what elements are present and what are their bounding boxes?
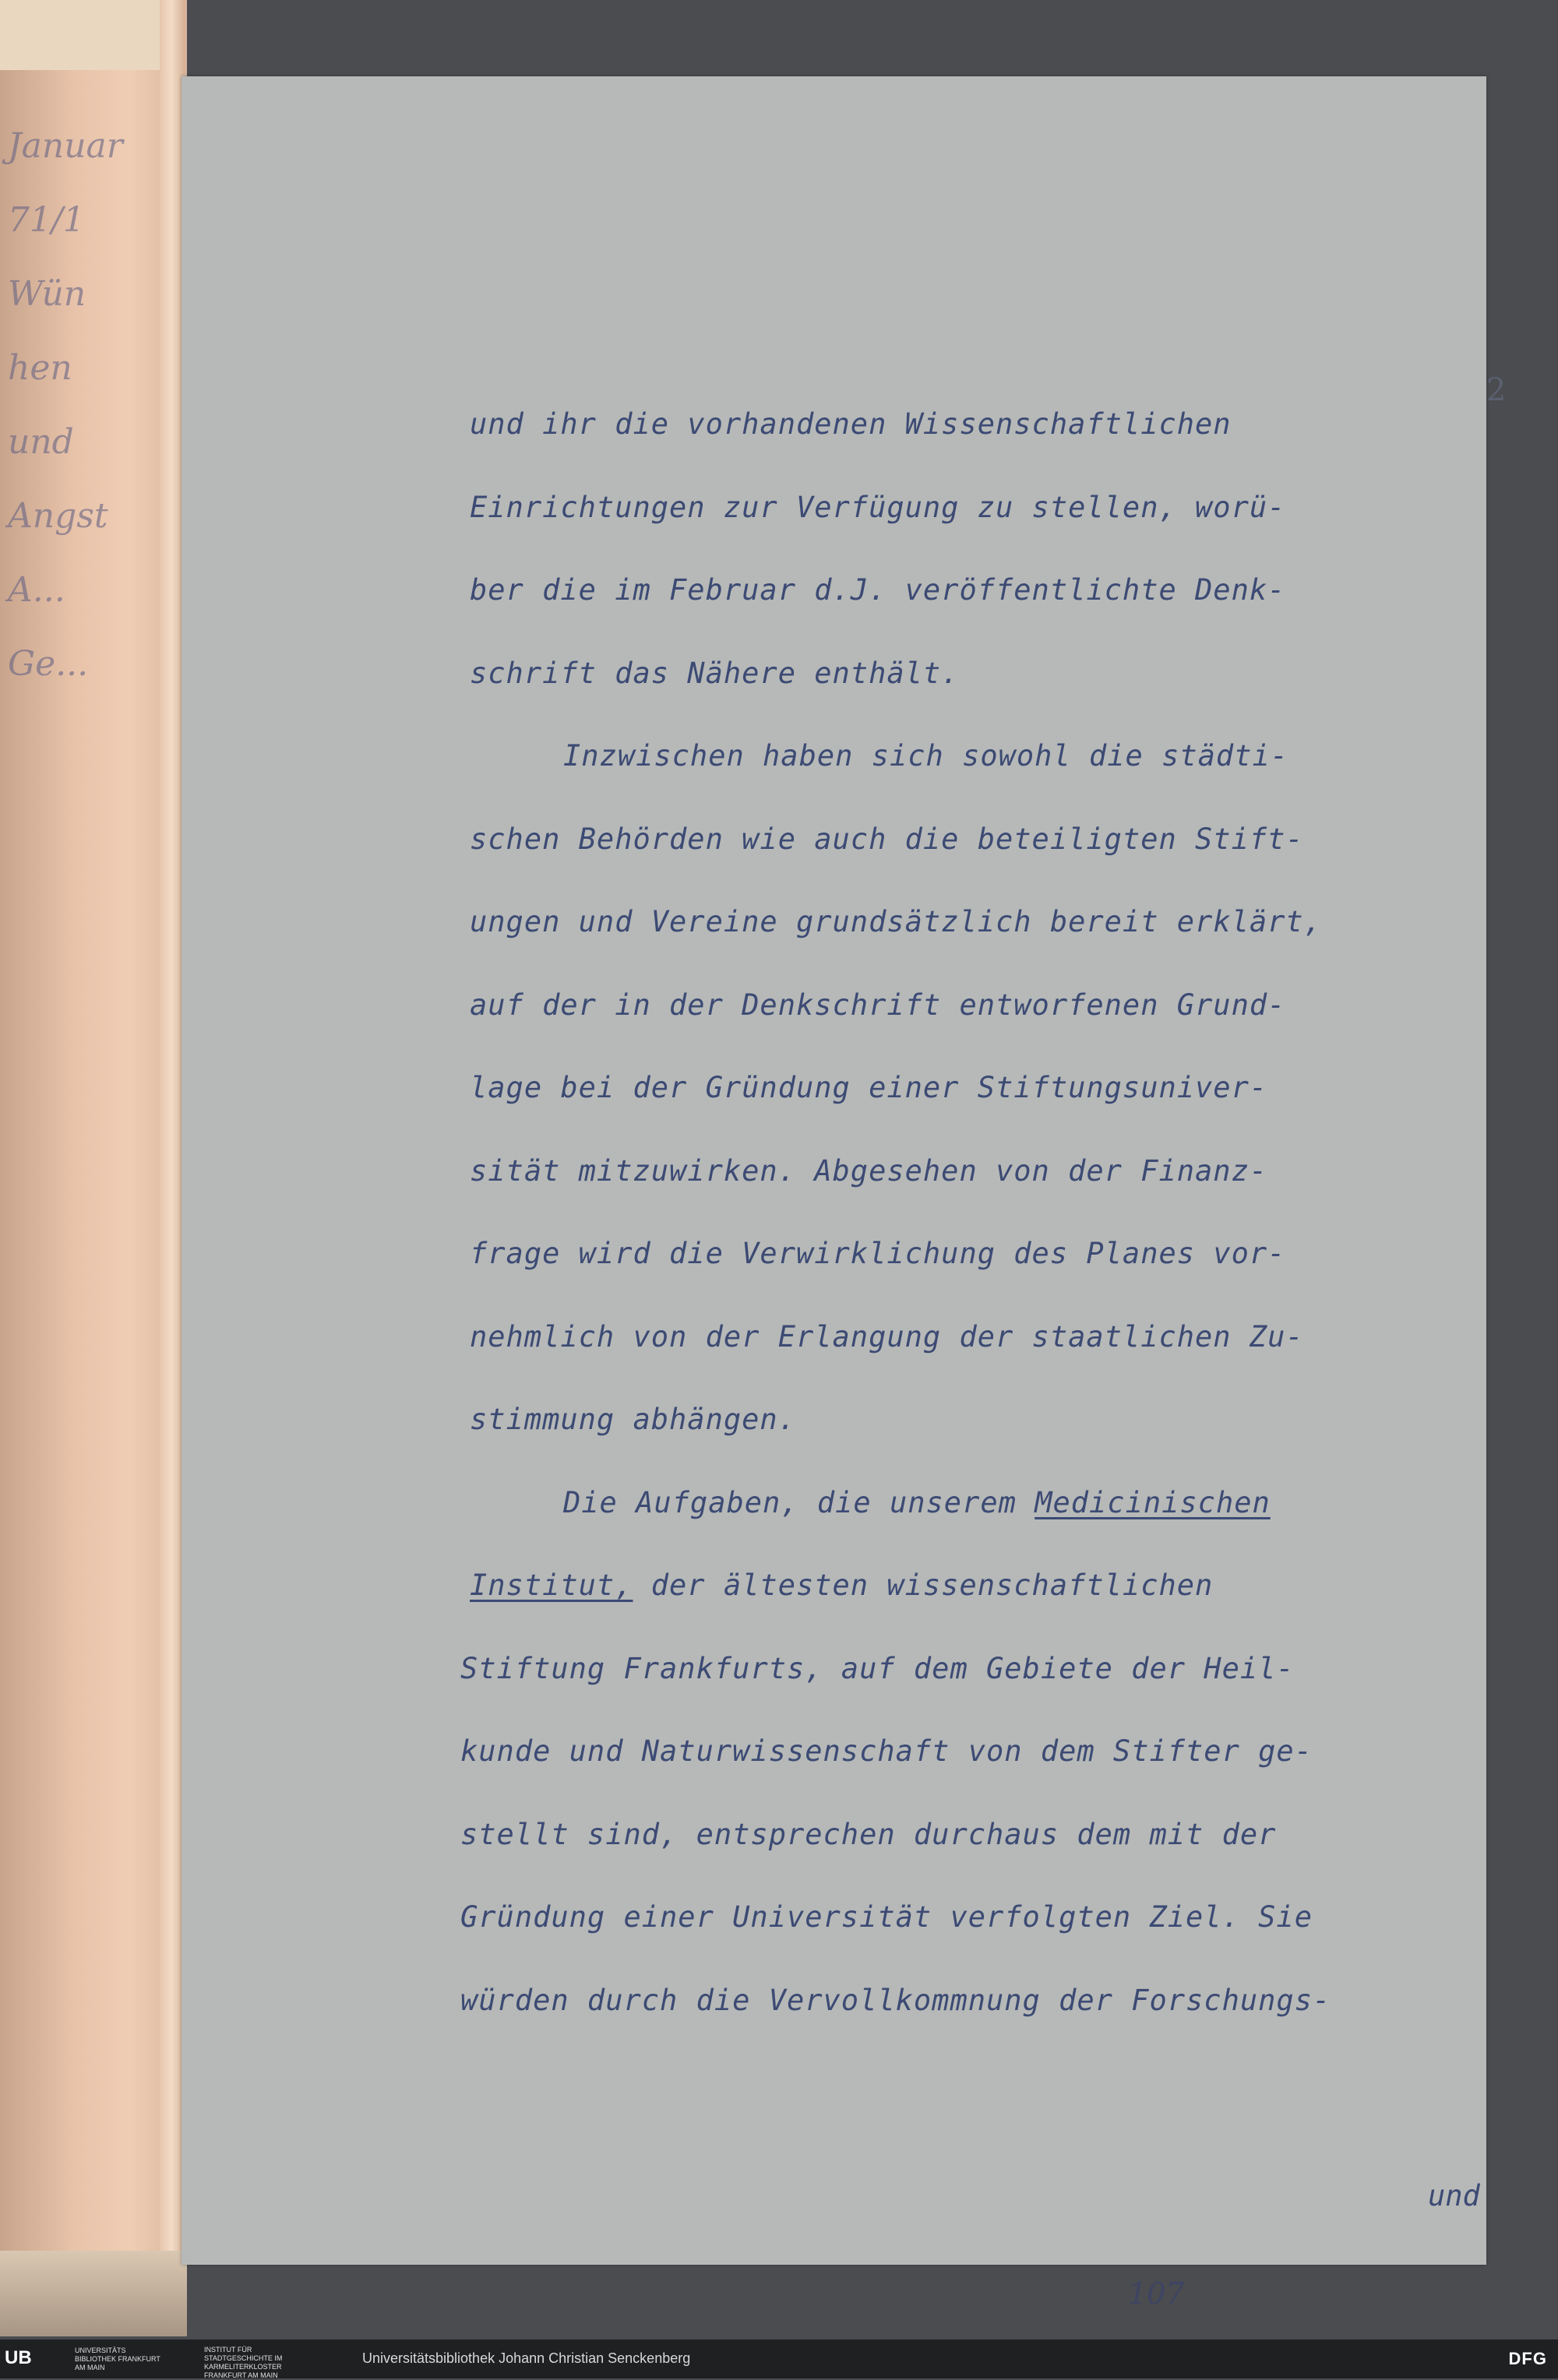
- typed-document-sheet: [182, 76, 1507, 2311]
- text-line-segment: Die Aufgaben, die unserem: [563, 1485, 1035, 1519]
- footer-bar: [0, 2340, 1558, 2378]
- text-line: kunde und Naturwissenschaft von dem Stifter ge-: [460, 1734, 1313, 1768]
- text-line: ber die im Februar d.J. veröffentlichte Denk-: [470, 573, 1286, 607]
- text-line: schrift das Nähere enthält.: [470, 656, 960, 690]
- margin-note: A...: [8, 570, 65, 610]
- text-line: Einrichtungen zur Verfügung zu stellen, worü-: [470, 490, 1286, 524]
- text-line: ungen und Vereine grundsätzlich bereit erklärt,: [470, 905, 1322, 938]
- text-line: stellt sind, entsprechen durchaus dem mit der: [460, 1817, 1277, 1851]
- page-number: 2: [1486, 372, 1507, 408]
- margin-note: Angst: [8, 496, 108, 536]
- text-line: Gründung einer Universität verfolgten Ziel. Sie: [460, 1900, 1313, 1934]
- underlined-name: Medicinischen: [1035, 1485, 1271, 1519]
- catchword: und: [1428, 2179, 1480, 2213]
- text-line: auf der in der Denkschrift entworfenen Grund-: [470, 988, 1286, 1022]
- text-line: Stiftung Frankfurts, auf dem Gebiete der Heil-: [460, 1651, 1295, 1685]
- text-line: und ihr die vorhandenen Wissenschaftlichen: [470, 407, 1232, 441]
- dfg-logo[interactable]: DFG: [1508, 2349, 1547, 2368]
- text-line: Inzwischen haben sich sowohl die städti-: [563, 739, 1289, 773]
- margin-note: Januar 71/1: [8, 126, 123, 240]
- binding-page-edge: [160, 0, 183, 2297]
- binding-top-strip: [0, 0, 171, 70]
- text-line: nehmlich von der Erlangung der staatlichen Zu-: [470, 1319, 1304, 1354]
- footer-caption: Universitätsbibliothek Johann Christian Senckenberg: [362, 2350, 691, 2366]
- ub-logo[interactable]: UB: [5, 2347, 32, 2368]
- text-line: frage wird die Verwirklichung des Planes vor-: [470, 1237, 1286, 1270]
- text-line: lage bei der Gründung einer Stiftungsuniver-: [470, 1071, 1268, 1104]
- ub-logo-subtitle: UNIVERSITÄTS BIBLIOTHEK FRANKFURT AM MAIN: [75, 2347, 160, 2371]
- binding-bottom-edge: [0, 2251, 187, 2336]
- underlined-name: Institut,: [470, 1568, 633, 1602]
- text-line: stimmung abhängen.: [470, 1403, 796, 1436]
- margin-note: Ge...: [8, 644, 89, 684]
- text-line: [470, 1568, 1213, 1602]
- text-line: würden durch die Vervollkommnung der Forschungs-: [460, 1983, 1331, 2017]
- text-line: sität mitzuwirken. Abgesehen von der Finanz-: [470, 1153, 1268, 1188]
- margin-note: Wün hen und: [8, 274, 86, 462]
- institute-logo[interactable]: INSTITUT FÜR STADTGESCHICHTE IM KARMELITERKLOSTER FRANKFURT AM MAIN: [204, 2346, 283, 2379]
- text-line: schen Behörden wie auch die beteiligten Stift-: [470, 822, 1304, 856]
- folio-number: 107: [1128, 2276, 1185, 2311]
- text-line-segment: der ältesten wissenschaftlichen: [633, 1568, 1214, 1602]
- text-line: [563, 1486, 1271, 1519]
- margin-handwritten-notes: [8, 109, 148, 684]
